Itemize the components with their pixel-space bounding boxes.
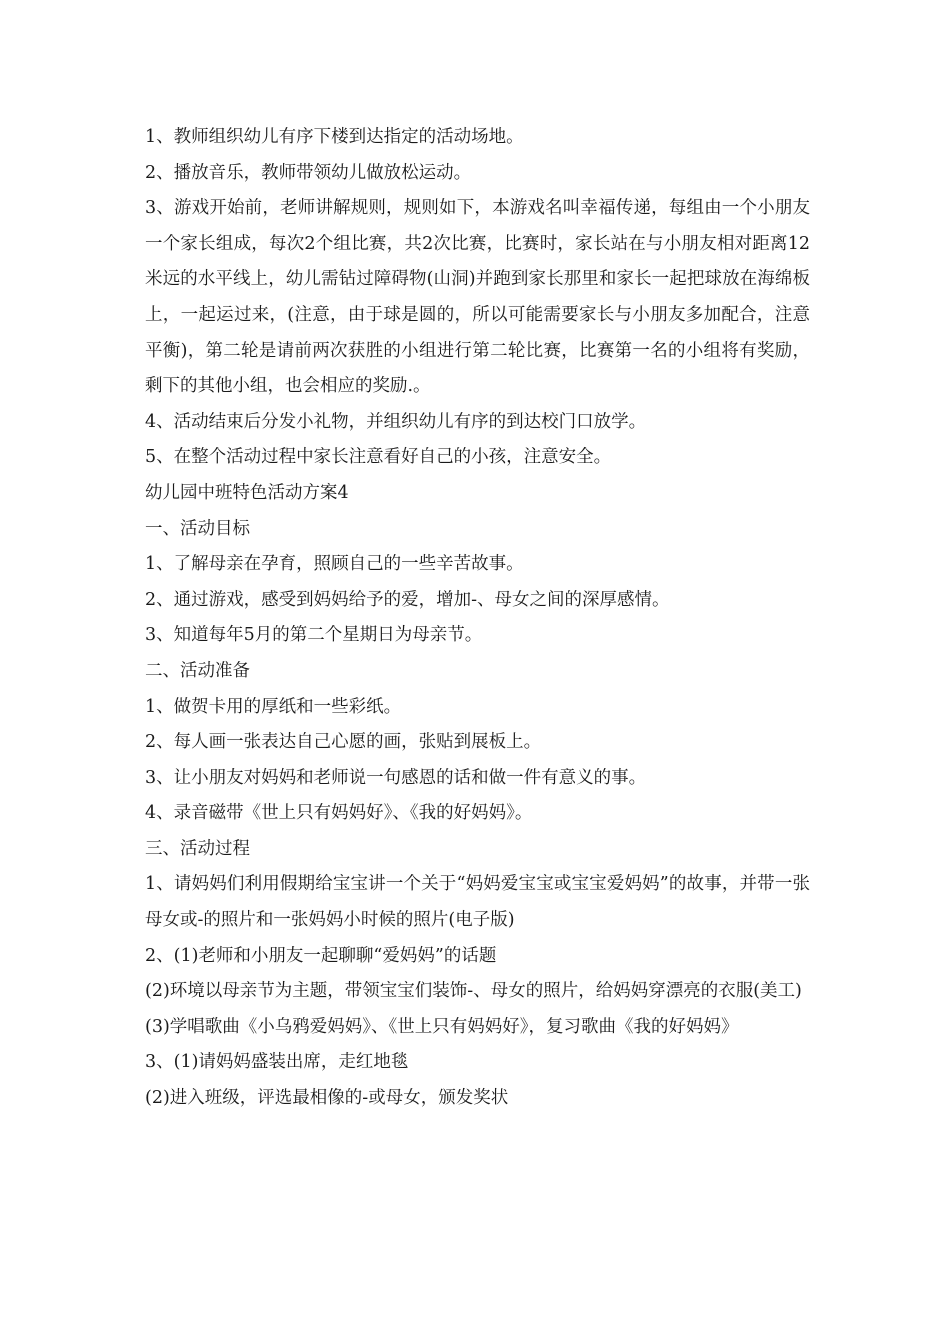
paragraph: 1、做贺卡用的厚纸和一些彩纸。	[145, 696, 402, 717]
paragraph: 1、教师组织幼儿有序下楼到达指定的活动场地。	[145, 127, 524, 147]
section-title: 幼儿园中班特色活动方案4	[145, 482, 349, 503]
paragraph: 1、请妈妈们利用假期给宝宝讲一个关于“妈妈爱宝宝或宝宝爱妈妈”的故事，并带一张母女或-的照片和一张妈妈小时候的照片(电子版)	[145, 874, 810, 931]
paragraph: (3)学唱歌曲《小乌鸦爱妈妈》、《世上只有妈妈好》，复习歌曲《我的好妈妈》	[145, 1016, 739, 1037]
paragraph: 2、播放音乐，教师带领幼儿做放松运动。	[145, 162, 472, 183]
paragraph: (2)进入班级，评选最相像的-或母女，颁发奖状	[145, 1088, 509, 1109]
document-body	[145, 120, 810, 1117]
section-heading: 二、活动准备	[145, 660, 250, 681]
paragraph: 2、每人画一张表达自己心愿的画，张贴到展板上。	[145, 732, 542, 753]
paragraph: 5、在整个活动过程中家长注意看好自己的小孩，注意安全。	[145, 447, 612, 468]
paragraph: 2、(1)老师和小朋友一起聊聊“爱妈妈”的话题	[145, 945, 497, 966]
paragraph: (2)环境以母亲节为主题，带领宝宝们装饰-、母女的照片，给妈妈穿漂亮的衣服(美工)	[145, 981, 802, 1002]
section-heading: 三、活动过程	[145, 838, 250, 859]
paragraph: 4、活动结束后分发小礼物，并组织幼儿有序的到达校门口放学。	[145, 411, 647, 432]
paragraph: 3、让小朋友对妈妈和老师说一句感恩的话和做一件有意义的事。	[145, 767, 647, 788]
paragraph: 3、游戏开始前，老师讲解规则，规则如下，本游戏名叫幸福传递，每组由一个小朋友一个家长组成，每次2个组比赛，共2次比赛，比赛时，家长站在与小朋友相对距离12米远的水平线上，幼儿需钻过障碍物(山洞)并跑到家长那里和家长一起把球放在海绵板上，一起运过来，(注意，由于球是圆的，所以可能需要家长与小朋友多加配合，注意平衡)，第二轮是请前两次获胜的小组进行第二轮比赛，比赛第一名的小组将有奖励，剩下的其他小组，也会相应的奖励.。	[145, 198, 810, 397]
paragraph: 4、录音磁带《世上只有妈妈好》、《我的好妈妈》。	[145, 803, 533, 824]
paragraph: 2、通过游戏，感受到妈妈给予的爱，增加-、母女之间的深厚感情。	[145, 589, 670, 610]
paragraph: 1、了解母亲在孕育，照顾自己的一些辛苦故事。	[145, 554, 524, 575]
section-heading: 一、活动目标	[145, 518, 250, 539]
paragraph: 3、(1)请妈妈盛装出席，走红地毯	[145, 1052, 409, 1073]
paragraph: 3、知道每年5月的第二个星期日为母亲节。	[145, 625, 483, 646]
